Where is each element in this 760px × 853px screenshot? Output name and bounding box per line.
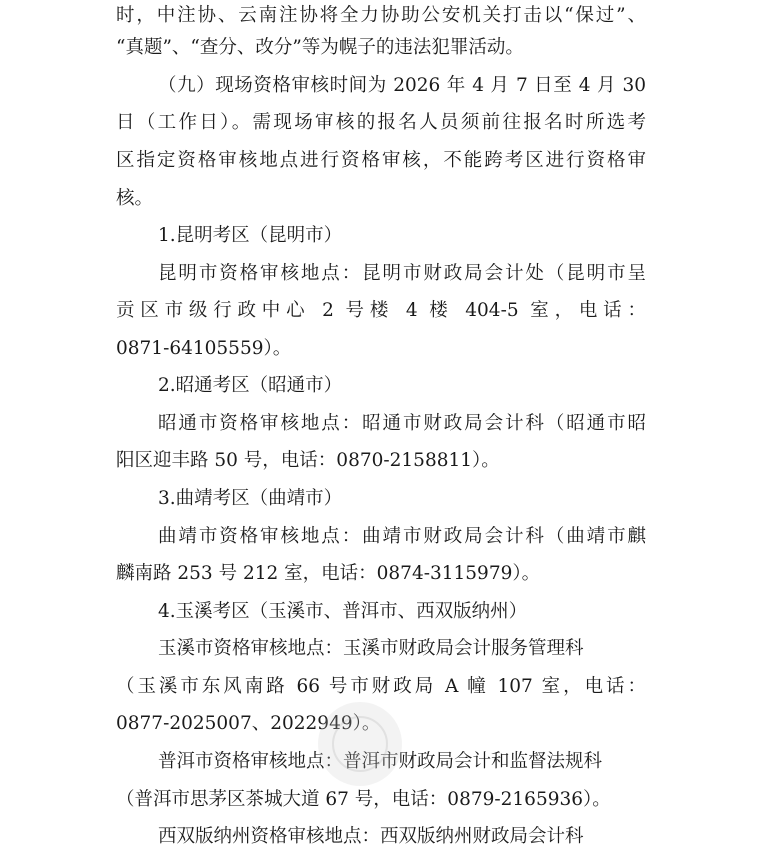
text-line-8: 昆明市资格审核地点：昆明市财政局会计处（昆明市呈	[158, 263, 646, 284]
text-line-6: 核。	[116, 188, 154, 209]
text-line-18: 玉溪市资格审核地点：玉溪市财政局会计服务管理科	[158, 638, 584, 659]
text-line-4: 日（工作日）。需现场审核的报名人员须前往报名时所选考	[116, 112, 646, 133]
text-line-13: 阳区迎丰路 50 号，电话：0870-2158811）。	[116, 450, 500, 471]
text-line-22: （普洱市思茅区茶城大道 67 号，电话：0879-2165936）。	[116, 789, 611, 810]
text-line-5: 区指定资格审核地点进行资格审核，不能跨考区进行资格审	[116, 150, 646, 171]
text-line-2: “真题”、“查分、改分”等为幌子的违法犯罪活动。	[116, 37, 524, 58]
text-line-23: 西双版纳州资格审核地点：西双版纳州财政局会计科	[158, 826, 584, 847]
text-line-19: （玉溪市东风南路 66 号市财政局 A 幢 107 室，电话：	[116, 676, 646, 697]
section-heading-qujing: 3.曲靖考区（曲靖市）	[158, 488, 343, 509]
text-line-9: 贡区市级行政中心 2 号楼 4 楼 404-5 室，电话：	[116, 300, 646, 321]
section-heading-zhaotong: 2.昭通考区（昭通市）	[158, 375, 343, 396]
text-line-21: 普洱市资格审核地点：普洱市财政局会计和监督法规科	[158, 751, 603, 772]
watermark-seal-ring	[332, 716, 388, 772]
text-line-10: 0871-64105559）。	[116, 338, 292, 359]
watermark-seal	[318, 702, 402, 786]
text-line-16: 麟南路 253 号 212 室，电话：0874-3115979）。	[116, 563, 541, 584]
text-line-20: 0877-2025007、2022949）。	[116, 713, 381, 734]
text-line-1: 时，中注协、云南注协将全力协助公安机关打击以“保过”、	[116, 5, 646, 26]
text-line-15: 曲靖市资格审核地点：曲靖市财政局会计科（曲靖市麒	[158, 526, 646, 547]
text-line-3: （九）现场资格审核时间为 2026 年 4 月 7 日至 4 月 30	[158, 75, 646, 96]
section-heading-kunming: 1.昆明考区（昆明市）	[158, 225, 343, 246]
section-heading-yuxi: 4.玉溪考区（玉溪市、普洱市、西双版纳州）	[158, 601, 528, 622]
text-line-12: 昭通市资格审核地点：昭通市财政局会计科（昭通市昭	[158, 413, 646, 434]
